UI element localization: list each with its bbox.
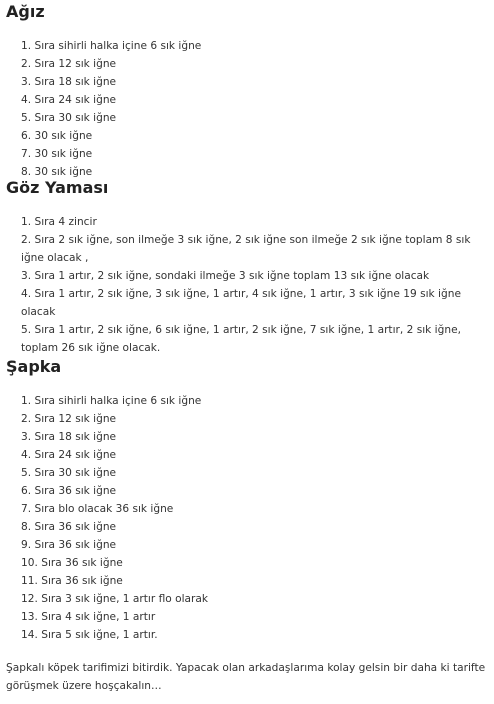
list-item: 13. Sıra 4 sık iğne, 1 artır	[21, 611, 156, 623]
list-item: 3. Sıra 18 sık iğne	[21, 76, 117, 88]
list-item: 5. Sıra 1 artır, 2 sık iğne, 6 sık iğne, 1 artır, 2 sık iğne, 7 sık iğne, 1 artır, 2 sık iğne, toplam 26 sık iğne olacak.	[21, 324, 461, 354]
section-title-agiz: Ağız	[6, 2, 45, 21]
list-item: 4. Sıra 24 sık iğne	[21, 94, 117, 106]
step-list-agiz	[0, 37, 494, 181]
list-item: 6. 30 sık iğne	[21, 130, 93, 142]
list-item: 7. 30 sık iğne	[21, 148, 93, 160]
list-item: 8. Sıra 36 sık iğne	[21, 521, 117, 533]
list-item: 1. Sıra sihirli halka içine 6 sık iğne	[21, 40, 202, 52]
section-goz-yamasi	[0, 178, 494, 357]
list-item: 8. 30 sık iğne	[21, 166, 93, 178]
section-title-sapka: Şapka	[6, 357, 62, 376]
list-item: 4. Sıra 1 artır, 2 sık iğne, 3 sık iğne, 1 artır, 4 sık iğne, 1 artır, 3 sık iğne 19 sık iğne olacak	[21, 288, 461, 318]
list-item: 7. Sıra blo olacak 36 sık iğne	[21, 503, 174, 515]
list-item: 2. Sıra 12 sık iğne	[21, 413, 117, 425]
step-list-goz-yamasi	[0, 213, 494, 357]
list-item: 2. Sıra 12 sık iğne	[21, 58, 117, 70]
closing-paragraph: Şapkalı köpek tarifimizi bitirdik. Yapacak olan arkadaşlarıma kolay gelsin bir daha ki tarifte görüşmek üzere hoşçakalın…	[6, 662, 486, 692]
step-list-sapka	[0, 392, 494, 644]
list-item: 5. Sıra 30 sık iğne	[21, 467, 117, 479]
list-item: 4. Sıra 24 sık iğne	[21, 449, 117, 461]
list-item: 1. Sıra 4 zincir	[21, 216, 97, 228]
section-sapka	[0, 357, 494, 644]
list-item: 6. Sıra 36 sık iğne	[21, 485, 117, 497]
list-item: 2. Sıra 2 sık iğne, son ilmeğe 3 sık iğne, 2 sık iğne son ilmeğe 2 sık iğne toplam 8 sık iğne olacak ,	[21, 234, 471, 264]
list-item: 11. Sıra 36 sık iğne	[21, 575, 123, 587]
list-item: 14. Sıra 5 sık iğne, 1 artır.	[21, 629, 158, 641]
list-item: 9. Sıra 36 sık iğne	[21, 539, 117, 551]
list-item: 3. Sıra 18 sık iğne	[21, 431, 117, 443]
section-title-goz-yamasi: Göz Yaması	[6, 178, 109, 197]
list-item: 12. Sıra 3 sık iğne, 1 artır flo olarak	[21, 593, 208, 605]
list-item: 1. Sıra sihirli halka içine 6 sık iğne	[21, 395, 202, 407]
section-agiz	[0, 2, 494, 181]
list-item: 10. Sıra 36 sık iğne	[21, 557, 123, 569]
list-item: 5. Sıra 30 sık iğne	[21, 112, 117, 124]
list-item: 3. Sıra 1 artır, 2 sık iğne, sondaki ilmeğe 3 sık iğne toplam 13 sık iğne olacak	[21, 270, 430, 282]
